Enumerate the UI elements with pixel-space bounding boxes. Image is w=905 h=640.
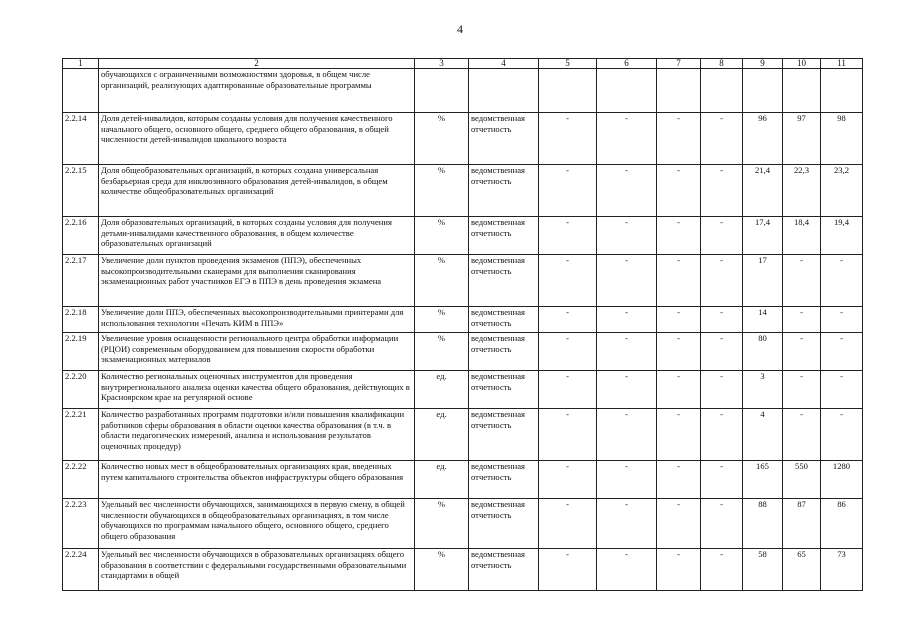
value-col10: -: [783, 333, 821, 371]
column-number: 10: [783, 59, 821, 69]
indicator-name: Увеличение доли пунктов проведения экзаменов (ППЭ), обеспеченных высокопроизводительными сканерами для выполнения сканирования экзаменационных работ участников ЕГЭ в ППЭ в день проведения экзамена: [99, 255, 415, 307]
indicator-name: Количество разработанных программ подготовки и/или повышения квалификации работников сферы образования в области оценки качества образования (в т.ч. в области педагогических измерений, анализа и использования результатов оценочных процедур): [99, 409, 415, 461]
indicator-number: 2.2.22: [63, 461, 99, 499]
value-col9: 58: [743, 549, 783, 591]
value-col6: -: [597, 333, 657, 371]
column-number-row: [63, 59, 863, 69]
value-col7: -: [657, 217, 701, 255]
indicator-number: 2.2.20: [63, 371, 99, 409]
unit-of-measure: %: [415, 333, 469, 371]
value-col10: 18,4: [783, 217, 821, 255]
value-col8: -: [701, 165, 743, 217]
value-col7: -: [657, 307, 701, 333]
value-col7: -: [657, 113, 701, 165]
column-number: 2: [99, 59, 415, 69]
indicator-number: 2.2.19: [63, 333, 99, 371]
value-col6: -: [597, 499, 657, 549]
value-col11: 1280: [821, 461, 863, 499]
value-col7: -: [657, 461, 701, 499]
table-row: [63, 499, 863, 549]
value-col10: -: [783, 371, 821, 409]
data-source: ведомственная отчетность: [469, 113, 539, 165]
value-col8: -: [701, 333, 743, 371]
data-source: ведомственная отчетность: [469, 217, 539, 255]
value-col8: -: [701, 461, 743, 499]
value-col7: -: [657, 499, 701, 549]
value-col9: 17: [743, 255, 783, 307]
value-col11: 73: [821, 549, 863, 591]
value-col7: [657, 69, 701, 113]
indicator-number: 2.2.14: [63, 113, 99, 165]
value-col11: -: [821, 371, 863, 409]
indicator-name: Увеличение доли ППЭ, обеспеченных высокопроизводительными принтерами для использования технологии «Печать КИМ в ППЭ»: [99, 307, 415, 333]
value-col5: -: [539, 499, 597, 549]
data-source: ведомственная отчетность: [469, 499, 539, 549]
value-col6: -: [597, 549, 657, 591]
data-source: ведомственная отчетность: [469, 371, 539, 409]
indicator-number: 2.2.18: [63, 307, 99, 333]
value-col8: -: [701, 499, 743, 549]
value-col7: -: [657, 255, 701, 307]
data-source: [469, 69, 539, 113]
value-col11: [821, 69, 863, 113]
indicator-name: Количество новых мест в общеобразовательных организациях края, введенных путем капитального строительства объектов инфраструктуры общего образования: [99, 461, 415, 499]
table-row: [63, 371, 863, 409]
value-col9: [743, 69, 783, 113]
value-col5: -: [539, 461, 597, 499]
value-col8: -: [701, 255, 743, 307]
value-col11: -: [821, 255, 863, 307]
indicator-name: Количество региональных оценочных инструментов для проведения внутрирегионального анализа оценки качества общего образования, действующих в Красноярском крае на регулярной основе: [99, 371, 415, 409]
value-col6: -: [597, 217, 657, 255]
data-source: ведомственная отчетность: [469, 333, 539, 371]
table-row: [63, 333, 863, 371]
indicator-number: 2.2.15: [63, 165, 99, 217]
value-col5: [539, 69, 597, 113]
value-col9: 14: [743, 307, 783, 333]
value-col6: -: [597, 371, 657, 409]
value-col9: 88: [743, 499, 783, 549]
value-col11: -: [821, 409, 863, 461]
indicator-name: Удельный вес численности обучающихся, занимающихся в первую смену, в общей численности обучающихся в общеобразовательных организациях, в том числе обучающихся по программам начального общего, основного общего, среднего общего образования: [99, 499, 415, 549]
column-number: 6: [597, 59, 657, 69]
unit-of-measure: %: [415, 499, 469, 549]
data-source: ведомственная отчетность: [469, 165, 539, 217]
data-source: ведомственная отчетность: [469, 549, 539, 591]
indicator-number: 2.2.24: [63, 549, 99, 591]
column-number: 5: [539, 59, 597, 69]
unit-of-measure: %: [415, 307, 469, 333]
data-source: ведомственная отчетность: [469, 255, 539, 307]
indicator-number: 2.2.17: [63, 255, 99, 307]
indicator-number: 2.2.23: [63, 499, 99, 549]
value-col6: -: [597, 113, 657, 165]
data-source: ведомственная отчетность: [469, 461, 539, 499]
value-col5: -: [539, 113, 597, 165]
value-col9: 17,4: [743, 217, 783, 255]
value-col9: 4: [743, 409, 783, 461]
value-col8: -: [701, 371, 743, 409]
value-col10: -: [783, 255, 821, 307]
table-row: [63, 549, 863, 591]
indicator-name: Доля детей-инвалидов, которым созданы условия для получения качественного начального общего, основного общего, среднего общего образования, в общей численности детей-инвалидов школьного возраста: [99, 113, 415, 165]
value-col10: -: [783, 307, 821, 333]
value-col10: 87: [783, 499, 821, 549]
unit-of-measure: ед.: [415, 371, 469, 409]
column-number: 3: [415, 59, 469, 69]
value-col8: -: [701, 113, 743, 165]
column-number: 11: [821, 59, 863, 69]
value-col10: [783, 69, 821, 113]
value-col11: -: [821, 307, 863, 333]
unit-of-measure: %: [415, 165, 469, 217]
page-number: 4: [457, 22, 463, 36]
value-col7: -: [657, 333, 701, 371]
value-col6: [597, 69, 657, 113]
value-col6: -: [597, 461, 657, 499]
value-col9: 80: [743, 333, 783, 371]
indicator-name: Доля общеобразовательных организаций, в которых создана универсальная безбарьерная среда для инклюзивного образования детей-инвалидов, в общем количестве общеобразовательных организаций: [99, 165, 415, 217]
unit-of-measure: %: [415, 217, 469, 255]
value-col8: -: [701, 549, 743, 591]
value-col7: -: [657, 165, 701, 217]
indicators-table: [62, 58, 863, 591]
unit-of-measure: %: [415, 113, 469, 165]
value-col6: -: [597, 307, 657, 333]
value-col5: -: [539, 165, 597, 217]
value-col5: -: [539, 333, 597, 371]
indicator-number: [63, 69, 99, 113]
column-number: 1: [63, 59, 99, 69]
value-col6: -: [597, 165, 657, 217]
value-col8: [701, 69, 743, 113]
indicator-number: 2.2.16: [63, 217, 99, 255]
table-row: [63, 409, 863, 461]
unit-of-measure: %: [415, 255, 469, 307]
value-col10: -: [783, 409, 821, 461]
unit-of-measure: ед.: [415, 461, 469, 499]
value-col7: -: [657, 371, 701, 409]
value-col8: -: [701, 409, 743, 461]
value-col9: 3: [743, 371, 783, 409]
column-number: 9: [743, 59, 783, 69]
value-col11: 98: [821, 113, 863, 165]
table-row: [63, 165, 863, 217]
value-col11: 19,4: [821, 217, 863, 255]
indicator-name: Увеличение уровня оснащенности регионального центра обработки информации (РЦОИ) современным оборудованием для повышения скорости обработки экзаменационных материалов: [99, 333, 415, 371]
value-col10: 97: [783, 113, 821, 165]
column-number: 4: [469, 59, 539, 69]
table-row: [63, 69, 863, 113]
indicator-name: Доля образовательных организаций, в которых созданы условия для получения детьми-инвалидами качественного образования, в общем количестве образовательных организаций: [99, 217, 415, 255]
data-source: ведомственная отчетность: [469, 409, 539, 461]
indicator-number: 2.2.21: [63, 409, 99, 461]
table-row: [63, 461, 863, 499]
value-col5: -: [539, 371, 597, 409]
value-col5: -: [539, 549, 597, 591]
unit-of-measure: %: [415, 549, 469, 591]
value-col5: -: [539, 255, 597, 307]
value-col10: 550: [783, 461, 821, 499]
value-col6: -: [597, 409, 657, 461]
data-source: ведомственная отчетность: [469, 307, 539, 333]
value-col5: -: [539, 217, 597, 255]
indicator-name: Удельный вес численности обучающихся в образовательных организациях общего образования в соответствии с федеральными государственными образовательными стандартами в общей: [99, 549, 415, 591]
table-row: [63, 307, 863, 333]
value-col8: -: [701, 307, 743, 333]
indicator-name: обучающихся с ограниченными возможностями здоровья, в общем числе организаций, реализующих адаптированные образовательные программы: [99, 69, 415, 113]
column-number: 8: [701, 59, 743, 69]
value-col5: -: [539, 409, 597, 461]
value-col11: 23,2: [821, 165, 863, 217]
value-col9: 96: [743, 113, 783, 165]
value-col11: 86: [821, 499, 863, 549]
value-col7: -: [657, 549, 701, 591]
value-col10: 65: [783, 549, 821, 591]
column-number: 7: [657, 59, 701, 69]
table-row: [63, 113, 863, 165]
value-col9: 21,4: [743, 165, 783, 217]
value-col7: -: [657, 409, 701, 461]
value-col5: -: [539, 307, 597, 333]
table-row: [63, 217, 863, 255]
value-col11: -: [821, 333, 863, 371]
unit-of-measure: ед.: [415, 409, 469, 461]
value-col10: 22,3: [783, 165, 821, 217]
value-col6: -: [597, 255, 657, 307]
value-col9: 165: [743, 461, 783, 499]
table-row: [63, 255, 863, 307]
unit-of-measure: [415, 69, 469, 113]
value-col8: -: [701, 217, 743, 255]
